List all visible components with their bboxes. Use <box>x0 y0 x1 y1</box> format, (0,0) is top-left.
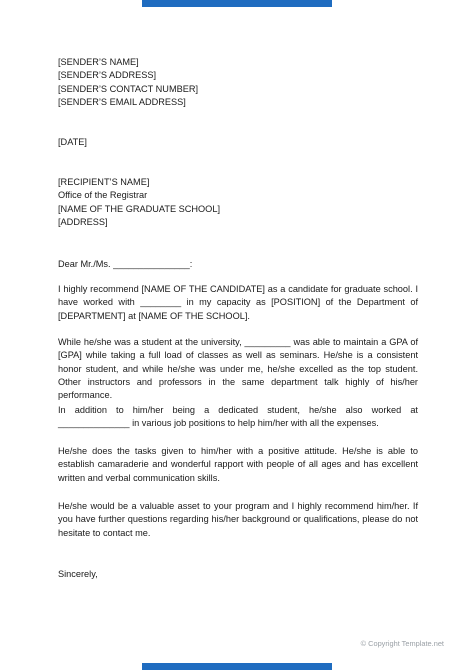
recipient-office: Office of the Registrar <box>58 190 148 201</box>
copyright-footer: © Copyright Template.net <box>360 639 444 648</box>
paragraph-5: He/she would be a valuable asset to your program and I highly recommend him/her. If you have further questions regarding his/her background or qualifications, please do not hesitate to contact me. <box>58 501 418 538</box>
letter-date: [DATE] <box>58 137 87 147</box>
recipient-name: [RECIPIENT’S NAME] <box>58 177 150 187</box>
recipient-school: [NAME OF THE GRADUATE SCHOOL] <box>58 203 220 214</box>
salutation-block <box>58 258 418 271</box>
closing-block <box>58 568 418 581</box>
date-block <box>58 136 418 149</box>
sender-block <box>58 56 418 109</box>
sender-name: [SENDER’S NAME] <box>58 57 139 67</box>
sender-email: [SENDER’S EMAIL ADDRESS] <box>58 96 186 107</box>
top-accent-bar <box>142 0 332 7</box>
bottom-accent-bar <box>142 663 332 670</box>
salutation: Dear Mr./Ms. _______________: <box>58 259 193 269</box>
paragraph-4: He/she does the tasks given to him/her with a positive attitude. He/she is able to establish camaraderie and wonderful rapport with people of all ages and has excellent written and verbal communication skills. <box>58 446 418 483</box>
paragraph-2: While he/she was a student at the university, _________ was able to maintain a GPA of [GPA] while taking a full load of classes as well as seminars. He/she is a consistent honor student, and while he/she was under me, he/she excelled as the top student. Other instructors and professors in the same department talk highly of his/her performance. <box>58 337 418 401</box>
recipient-address: [ADDRESS] <box>58 216 108 227</box>
paragraph-1: I highly recommend [NAME OF THE CANDIDATE] as a candidate for graduate school. I have worked with ________ in my capacity as [POSITION] of the Department of [DEPARTMENT] at [NAME OF THE SCHOOL]. <box>58 284 418 321</box>
sender-address: [SENDER’S ADDRESS] <box>58 70 157 81</box>
paragraph-3: In addition to him/her being a dedicated student, he/she also worked at ______________ in various job positions to help him/her with all the expenses. <box>58 405 418 429</box>
recipient-block <box>58 176 418 229</box>
closing: Sincerely, <box>58 569 98 579</box>
sender-contact-number: [SENDER’S CONTACT NUMBER] <box>58 83 199 94</box>
